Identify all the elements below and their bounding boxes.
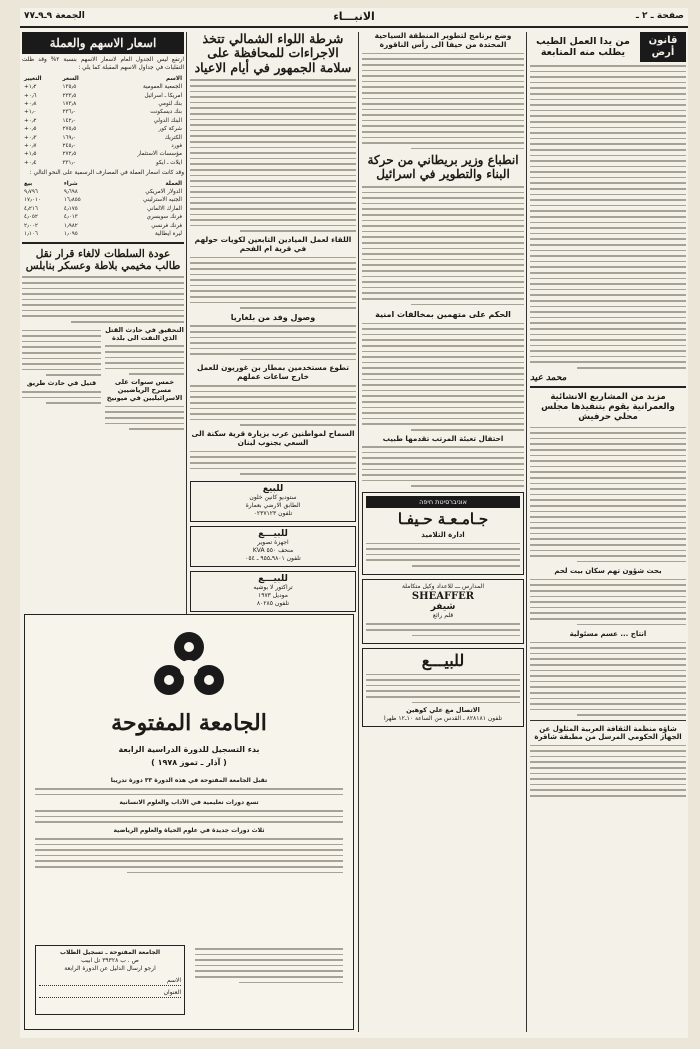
- article-body: [530, 579, 686, 625]
- classified-line: منحف ٥٥٠ KVA: [252, 546, 294, 554]
- article-body: [530, 65, 686, 369]
- article-body: [190, 79, 356, 232]
- ad-phone: تلفون ٨٢٨١٨١ ـ القدس من الساعة ١٠ـ١٢ ظهرا: [383, 714, 503, 722]
- article-headline: التحقيق في حادث القتل الذي التفت الى بلدة: [105, 325, 184, 342]
- paper-name: الانبـــاء: [333, 10, 375, 23]
- article-headline: وضع برنامج لتطوير المنطقة السياحية المحتدة من حيفا الى رأس الناقورة: [374, 32, 512, 49]
- classified-ad: [190, 571, 356, 612]
- article-headline: تطوع مستخدمين بمطار بن غوريون للعمل خارج ساعات عملهم: [196, 363, 350, 382]
- coupon-line: ارجو ارسال الدليل عن الدورة الرابعة: [64, 965, 156, 972]
- coupon-name-label[interactable]: الاسم: [39, 977, 181, 986]
- table-header: شراء: [63, 180, 78, 187]
- stocks-table: [22, 75, 184, 167]
- table-row: امريكا ـ اسرائيل ٢٣٣٫٥ +٠٫٦: [24, 92, 182, 99]
- article-body: [362, 446, 524, 487]
- sheaffer-ad: [362, 579, 524, 645]
- table-row: فرنك سويسري ٤٫٠١٣ ٤٫٠٥٢: [24, 214, 182, 221]
- column-tag: قانون أرض: [640, 32, 686, 62]
- article-headline: عودة السلطات لالغاء قرار نقل طالب مخيمي بلاطة وعسكر بنابلس: [25, 248, 181, 273]
- article-headline: بحث شؤون تهم سكان بيت لحم: [554, 567, 662, 576]
- article-body: [190, 451, 356, 475]
- table-row: بنك لئومي ١٧٣٫٨ +٠٫٨: [24, 100, 182, 107]
- table-header: التغيير: [24, 75, 42, 82]
- ad-title: للبيـــع: [421, 651, 465, 671]
- ad-title: جـامـعـة حـيفـا: [397, 509, 489, 528]
- ad-subtitle: بدء التسجيل للدورة الدراسية الرابعة: [118, 745, 260, 754]
- table-header: السعر: [62, 75, 79, 82]
- table-row: شركة كور ٢٧٥٫٥ +٠٫٥: [24, 126, 182, 133]
- ad-body-line: تسع دورات تعليمية في الآداب والعلوم الانسانية: [119, 799, 259, 807]
- table-row: فرنك فرنسي ١٫٩٨٢ ٢٫٠٠٢: [24, 222, 182, 229]
- article-body: [362, 186, 524, 305]
- ad-title: الجامعة المفتوحة: [111, 710, 267, 736]
- brand-name: SHEAFFER: [411, 590, 475, 602]
- table-row: ليرة ايطالية ١٫٠٩٥ ١٫١٠٦: [24, 231, 182, 237]
- article-headline: خمس سنوات على مسرح الرياضيين الاسرائيليين في ميونيخ: [106, 378, 183, 402]
- middle-right-column: [362, 32, 524, 1032]
- classified-line: ستوديو كانين خلون: [249, 493, 297, 501]
- table-row: الجمعية العمومية ١٣٥٫٥ +١٫٢: [24, 84, 182, 91]
- table-row: بنك ديسكونت ٢٣٦٫٠ +١٫٠: [24, 109, 182, 116]
- ad-body-line: تقبل الجامعة المفتوحة في هذه الدورة ٣٣ دورة تدريبا: [110, 777, 268, 784]
- currency-table: [22, 179, 184, 238]
- classified-title: للبيع: [262, 483, 284, 494]
- classified-line: الطابق الارضي بعمارة: [245, 501, 301, 509]
- hebrew-logo: אוניברסיטת חיפה: [366, 496, 520, 508]
- ad-dates: ( آذار ـ تموز ١٩٧٨ ): [151, 758, 227, 767]
- column-rule: [186, 32, 187, 632]
- classified-line: اجهزة تصوير: [257, 538, 289, 546]
- issue-date: الجمعة ٩ـ٩ـ٧٧: [24, 11, 85, 21]
- article-body: [530, 745, 686, 797]
- article-headline: مزيد من المشاريع الانشائية والعمرانية يقوم بتنفيذها مجلس محلي حرفيش: [541, 391, 675, 423]
- article-headline: انطباع وزير بريطاني من حركة البناء والتطوير في اسرائيل: [367, 153, 519, 182]
- stocks-banner: اسعار الاسهم والعملة: [22, 32, 184, 54]
- coupon-line: ص . ب ٣٩٣٢٨ تل ابيب: [81, 957, 139, 964]
- coupon-line: الجامعة المفتوحة ـ تسجيل الطلاب: [59, 949, 161, 956]
- newspaper-page: [20, 8, 688, 1038]
- article-headline: وصول وفد من بلغاريا: [230, 312, 316, 322]
- ad-contact: الاتصال مع علي كوهين: [406, 706, 480, 715]
- table-header: العملة: [165, 180, 182, 187]
- classified-ad: [190, 481, 356, 522]
- for-sale-ad: [362, 648, 524, 727]
- open-university-logo-icon: [144, 625, 234, 705]
- stocks-intro: ارتفع ليس الجدول العام لاسعار الاسهم بنسبة ٢% وقد ظلت التقلبات في جداول الاسهم المقبلة كما يلي :: [22, 57, 184, 71]
- classified-phone: تلفون ٩٨٠١ـ٩٥٥ ـ ٠٥٤: [245, 554, 301, 562]
- table-row: مؤسسات الاستثمار ٢٧٢٫٥ +١٫٥: [24, 151, 182, 158]
- article-body: [530, 427, 686, 563]
- article-body: [22, 276, 184, 322]
- table-row: فورد ٢٤٥٫٠ +٠٫٧: [24, 142, 182, 149]
- article-body: [362, 53, 524, 150]
- article-headline: الحكم على متهمين بمخالفات امنية: [375, 310, 511, 320]
- table-row: الدولار الامريكي ٩٫٦٩٨ ٩٫٧٩٦: [24, 189, 182, 196]
- brand-name-arabic: شيفر: [430, 601, 456, 612]
- ad-body-line: ثلاث دورات جديدة في علوم الحياة والعلوم الرياضية: [113, 826, 265, 834]
- article-headline: شرطة اللواء الشمالي تتخذ الاجراءات للمحافظة على سلامة الجمهور في أيام الاعياد: [194, 32, 352, 75]
- classified-title: للبيـــع: [258, 573, 288, 584]
- column-rule: [358, 32, 359, 1032]
- classified-ad: [190, 526, 356, 567]
- left-column: [22, 32, 184, 632]
- article-headline: اللقاء لعمل الميادين التابعين لكويات حولهم في قرية ام الفحم: [194, 235, 352, 253]
- article-body: [362, 323, 524, 431]
- open-university-ad: [24, 614, 354, 1030]
- article-headline: من يدا العمل الطيب يطلب منه المتابعة: [536, 35, 630, 58]
- article-body: [190, 257, 356, 309]
- article-headline: احتفال تعبئة المرتب تقدمها طبيب: [382, 433, 504, 443]
- registration-coupon[interactable]: [35, 945, 185, 1015]
- article-body: [530, 642, 686, 716]
- article-body: [190, 385, 356, 426]
- article-body: [190, 325, 356, 360]
- table-row: الجنيه الاسترليني ١٦٫٨٥٥ ١٧٫٠١٠: [24, 197, 182, 204]
- article-headline: السماح لمواطنين عرب بزيارة قرية سكنة الى السعي بجنوب لبنان: [191, 428, 355, 447]
- classified-line: موديل ١٩٧٣: [258, 591, 288, 599]
- article-headline: قتيل في حادث طريق: [26, 379, 97, 388]
- university-ad: [362, 492, 524, 575]
- article-headline: انتاج ... عسم مسئولية: [569, 630, 647, 639]
- table-header: الاسم: [166, 75, 182, 82]
- ad-lead: المدارس ـــ للاعداد وكيل متكاملة: [401, 582, 485, 590]
- page-number: صفحة ـ ٢ ـ: [635, 11, 684, 21]
- column-rule: [526, 32, 527, 1032]
- table-row: المارك الالماني ٤٫١٧٥ ٤٫٢١٦: [24, 205, 182, 212]
- ad-body: [195, 945, 343, 987]
- ad-tagline: قلم رائع: [432, 612, 454, 620]
- table-row: البنك الدولي ١٤٢٫٠ +٠٫٢: [24, 117, 182, 124]
- classified-phone: تلفون ٠٢٣٧١٢٣: [253, 509, 293, 517]
- table-row: الكتريك ١٦٩٫٠ +٠٫٣: [24, 134, 182, 141]
- currency-intro: وقد كانت اسعار العملة في المصارف الرسمية على النحو التالي :: [29, 169, 184, 176]
- classified-phone: تلفون ٨٠٢٨٥: [256, 599, 290, 607]
- article-headline: شاؤه منظمة الثقافة العربية المثلول عن الجهاز الحكومي المرسل من مطبقة شاقرة: [534, 724, 682, 742]
- byline-signature: محمد عيد: [530, 372, 567, 383]
- masthead: [20, 8, 688, 28]
- classified-line: تراكتور لا بوشيه: [253, 583, 293, 591]
- right-column: [530, 32, 686, 1032]
- table-row: ايلات ـ ايكو ٣٣١٫٠ +٠٫٤: [24, 159, 182, 166]
- ad-subtitle: ادارة التلاميذ: [421, 531, 465, 540]
- coupon-address-label[interactable]: العنوان: [39, 989, 181, 998]
- table-header: بيع: [24, 180, 33, 187]
- classified-title: للبيـــع: [258, 528, 288, 539]
